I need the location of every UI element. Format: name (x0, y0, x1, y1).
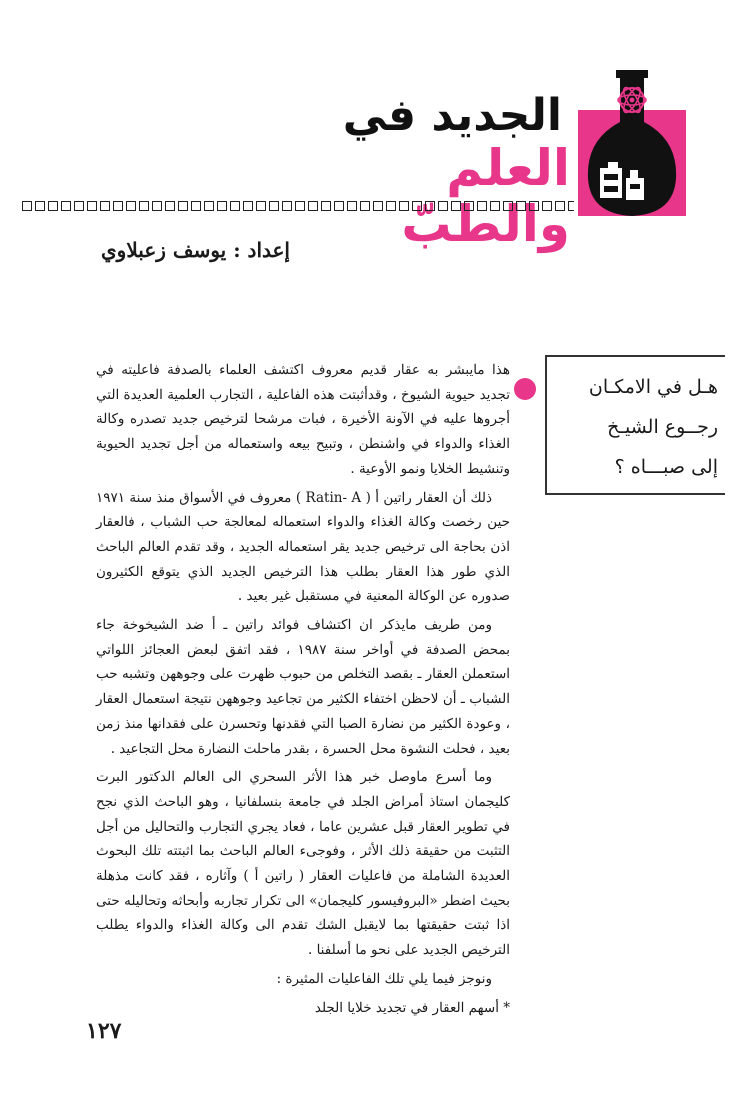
decorative-square (35, 201, 45, 211)
decorative-square (126, 201, 136, 211)
decorative-square (425, 201, 435, 211)
decorative-square (230, 201, 240, 211)
decorative-square (48, 201, 58, 211)
decorative-square (152, 201, 162, 211)
sidebar-rule-bottom (545, 493, 725, 495)
paragraph-bullet-dot (514, 378, 536, 400)
sidebar-line: هـل في الامكـان (588, 376, 718, 398)
sidebar-line: رجــوع الشيـخ (607, 416, 718, 438)
title-line-1: الجديد في (342, 90, 562, 141)
decorative-square (542, 201, 552, 211)
decorative-square (399, 201, 409, 211)
decorative-square (282, 201, 292, 211)
decorative-square (516, 201, 526, 211)
decorative-square (386, 201, 396, 211)
decorative-square (295, 201, 305, 211)
decorative-square (451, 201, 461, 211)
decorative-square (217, 201, 227, 211)
decorative-square (74, 201, 84, 211)
decorative-square (334, 201, 344, 211)
decorative-square (529, 201, 539, 211)
decorative-square (490, 201, 500, 211)
decorative-square (113, 201, 123, 211)
decorative-square (243, 201, 253, 211)
decorative-square (321, 201, 331, 211)
decorative-square (204, 201, 214, 211)
decorative-square (568, 201, 574, 211)
decorative-square (503, 201, 513, 211)
sidebar-headline (558, 367, 718, 487)
page-number: ١٢٧ (86, 1018, 122, 1044)
decorative-square (308, 201, 318, 211)
sidebar-line: إلى صبـــاه ؟ (614, 456, 718, 478)
article-paragraph: هذا مايبشر به عقار قديم معروف اكتشف العلماء بالصدفة فاعليته في تجديد حيوية الشيوخ ، وقدأثبتت هذه الفاعلية ، التجارب العلمية العديدة التي أجروها عليه في الآونة الأخيرة ، فبات مرشحا لترخيص جديد تصدره وكالة الغذاء والدواء في واشنطن ، وتبيح بيعه واستعماله من أجل تجديد الحيوية وتنشيط الخلايا ونمو الأوعية . (96, 362, 510, 477)
decorative-square (100, 201, 110, 211)
article-paragraph: * أسهم العقار في تجديد خلايا الجلد (314, 999, 510, 1016)
article-paragraph: ذلك أن العقار راتين أ ( Ratin- A ) معروف في الأسواق منذ سنة ١٩٧١ حين رخصت وكالة الغذاء والدواء استعماله لمعالجة حب الشباب ، فالعقار اذن بحاجة الى ترخيص جديد يقر استعماله الجديد ، وقد تقدم العالم الباحث الذي طور هذا العقار بطلب هذا الترخيص الجديد الذي يتوقع الكثيرون صدوره عن الوكالة المعنية في مستقبل غير بعيد . (96, 489, 510, 605)
decorative-square (191, 201, 201, 211)
decorative-square (347, 201, 357, 211)
decorative-square (61, 201, 71, 211)
decorative-square (269, 201, 279, 211)
decorative-square (87, 201, 97, 211)
article-paragraph: ونوجز فيما يلي تلك الفاعليات المثيرة : (276, 970, 492, 987)
decorative-square (22, 201, 32, 211)
decorative-square (139, 201, 149, 211)
decorative-square (464, 201, 474, 211)
decorative-square (555, 201, 565, 211)
article-body (96, 358, 510, 1024)
decorative-square (256, 201, 266, 211)
decorative-square (165, 201, 175, 211)
article-paragraph: ومن طريف مايذكر ان اكتشاف فوائد راتين ـ أ ضد الشيخوخة جاء بمحض الصدفة في أواخر سنة ١٩٨٧ ، فقد اتفق لبعض العجائز اللواتي استعملن العقار ـ بقصد التخلص من حبوب ظهرت على وجوههن وتشبه حب الشباب ـ أن لاحظن اختفاء الكثير من تجاعيد وجوههن نتيجة استعمال العقار ، وعودة الكثير من نضارة الصبا التي فقدنها وتحسرن على فقدانها منذ زمن بعيد ، فحلت النشوة محل الحسرة ، بقدر ماحلت النضارة محل التجاعيد . (96, 617, 511, 757)
decorative-square (412, 201, 422, 211)
decorative-square (477, 201, 487, 211)
decorative-square (360, 201, 370, 211)
decorative-square (178, 201, 188, 211)
decorative-square (373, 201, 383, 211)
sidebar-rule-top (545, 355, 725, 357)
atom-flask-icon (578, 70, 686, 220)
decorative-square (438, 201, 448, 211)
sidebar-box (545, 355, 730, 495)
section-title (268, 90, 570, 253)
article-paragraph: وما أسرع ماوصل خبر هذا الأثر السحري الى العالم الدكتور البرت كليجمان استاذ أمراض الجلد في جامعة بنسلفانيا ، وهو الباحث الذي نجح في تطوير العقار قبل عشرين عاما ، فعاد يجري التجارب والتحاليل من أجل التثبت من حقيقة ذلك الأثر ، وفوجىء العالم الباحث بما اثبتته تلك البحوث العديدة الشاملة من فاعليات العقار ( راتين أ ) وآثاره ، فقد كانت مذهلة بحيث اضطر «البروفيسور كليجمان» الى تكرار تجاربه وأبحاثه وتحاليله حتى اذا ثبتت حقيقتها بما لايقبل الشك تقدم الى وكالة الغذاء والدواء يطلب الترخيص الجديد على نحو ما أسلفنا . (96, 769, 510, 959)
title-line-2: العلم والطبّ (401, 139, 570, 253)
author-credit: إعداد : يوسف زعبلاوي (101, 238, 290, 262)
decorative-square-row (22, 201, 574, 213)
sidebar-rule-vertical (545, 355, 547, 495)
